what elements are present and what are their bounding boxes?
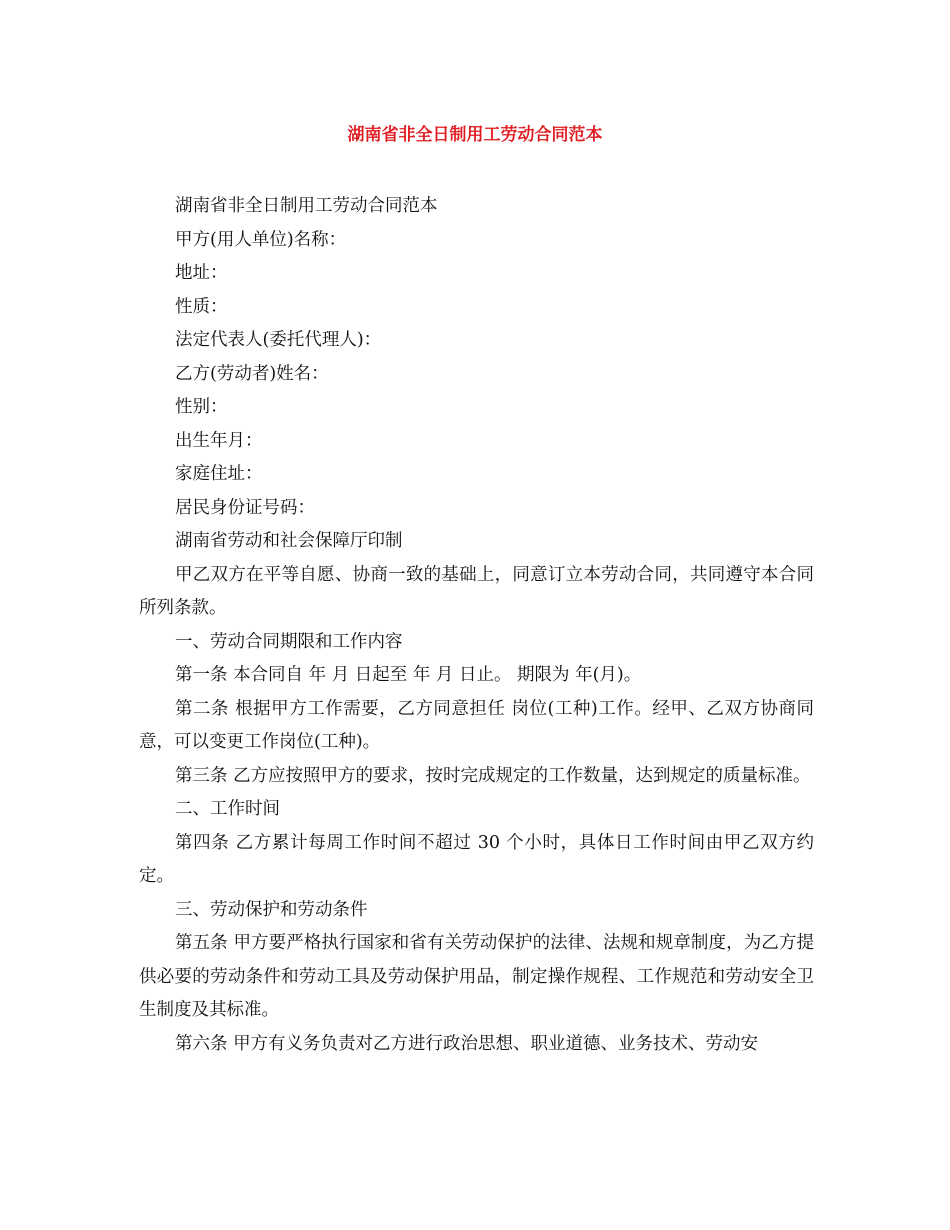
section-heading: 三、劳动保护和劳动条件 bbox=[175, 899, 368, 920]
paragraph: 第三条 乙方应按照甲方的要求，按时完成规定的工作数量，达到规定的质量标准。 bbox=[175, 765, 811, 786]
paragraph: 湖南省劳动和社会保障厅印制 bbox=[175, 531, 403, 551]
section-heading: 一、劳动合同期限和工作内容 bbox=[175, 631, 403, 652]
section-heading: 二、工作时间 bbox=[175, 799, 280, 819]
paragraph: 第五条 甲方要严格执行国家和省有关劳动保护的法律、法规和规章制度，为乙方提供必要的劳动条件和劳动工具及劳动保护用品，制定操作规程、工作规范和劳动安全卫生制度及其标准。 bbox=[139, 933, 814, 1020]
paragraph: 甲方(用人单位)名称： bbox=[175, 229, 347, 250]
paragraph: 第四条 乙方累计每周工作时间不超过 30 个小时，具体日工作时间由甲乙双方约定。 bbox=[139, 832, 814, 886]
paragraph: 居民身份证号码： bbox=[175, 497, 315, 518]
paragraph: 家庭住址： bbox=[175, 464, 263, 484]
document-title: 湖南省非全日制用工劳动合同范本 bbox=[347, 125, 603, 145]
paragraph: 第二条 根据甲方工作需要，乙方同意担任 岗位(工种)工作。经甲、乙双方协商同意，可以变更工作岗位(工种)。 bbox=[139, 698, 814, 752]
paragraph: 湖南省非全日制用工劳动合同范本 bbox=[175, 196, 438, 216]
document-body bbox=[139, 190, 814, 1061]
paragraph: 性别： bbox=[175, 397, 228, 417]
paragraph: 第一条 本合同自 年 月 日起至 年 月 日止。 期限为 年(月)。 bbox=[175, 665, 642, 685]
paragraph: 法定代表人(委托代理人)： bbox=[175, 330, 382, 350]
paragraph: 地址： bbox=[175, 263, 228, 283]
paragraph: 出生年月： bbox=[175, 430, 263, 451]
paragraph: 性质： bbox=[175, 296, 228, 317]
paragraph: 乙方(劳动者)姓名： bbox=[175, 363, 329, 384]
paragraph: 第六条 甲方有义务负责对乙方进行政治思想、职业道德、业务技术、劳动安 bbox=[175, 1033, 759, 1054]
paragraph: 甲乙双方在平等自愿、协商一致的基础上，同意订立本劳动合同，共同遵守本合同所列条款。 bbox=[139, 564, 814, 618]
